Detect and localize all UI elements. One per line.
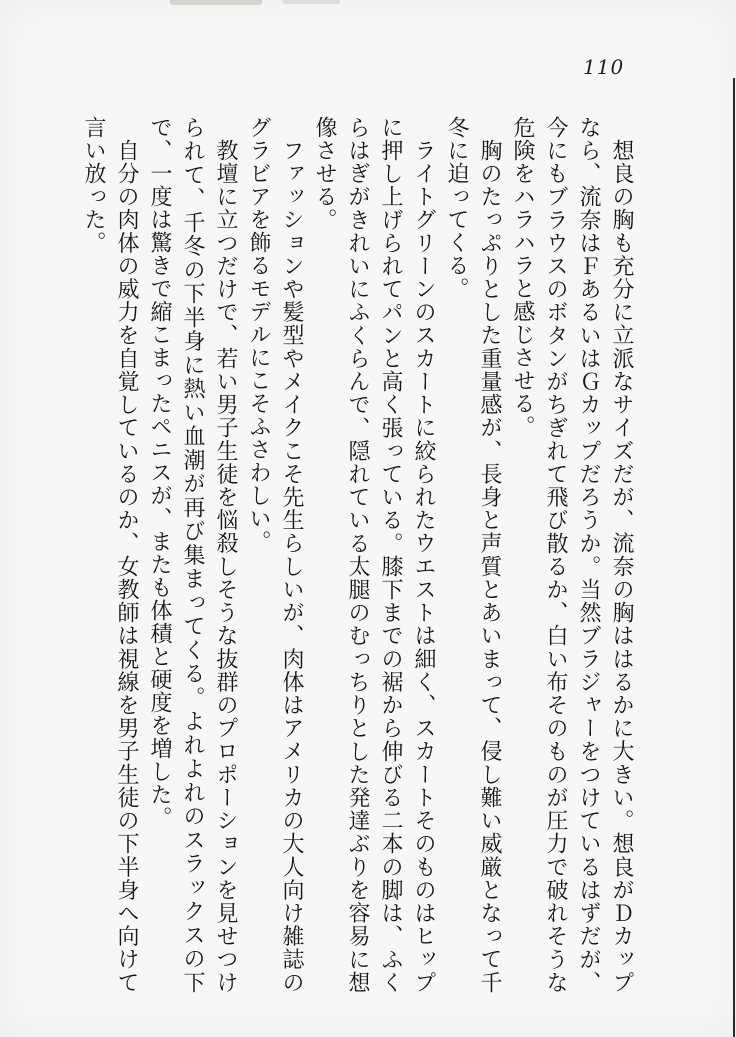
paragraph-6: 自分の肉体の威力を自覚しているのか、女教師は視線を男子生徒の下半身へ向けて言い放った。 [81, 116, 139, 994]
paragraph-1: 想良の胸も充分に立派なサイズだが、流奈の胸ははるかに大きい。想良がＤカップなら、流奈はＦあるいはＧカップだろうか。当然ブラジャーをつけているはずだが、今にもブラウスのボタンがちぎれて飛び散るか、白い布そのものが圧力で破れそうな危険をハラハラと感じさせる。 [510, 116, 634, 994]
scan-smudge-artifact [170, 0, 262, 5]
paragraph-4: ファッションや髪型やメイクこそ先生らしいが、肉体はアメリカの大人向け雑誌のグラビアを飾るモデルにこそふさわしい。 [246, 116, 304, 994]
paragraph-2: 胸のたっぷりとした重量感が、長身と声質とあいまって、侵し難い威厳となって千冬に迫ってくる。 [444, 116, 502, 994]
paragraph-5: 教壇に立つだけで、若い男子生徒を悩殺しそうな抜群のプロポーションを見せつけられて、千冬の下半身に熱い血潮が再び集まってくる。よれよれのスラックスの下で、一度は驚きで縮こまったペニスが、またも体積と硬度を増した。 [147, 116, 238, 994]
scan-smudge-artifact [282, 0, 340, 4]
scan-edge-line-artifact [733, 78, 735, 1037]
paragraph-3: ライトグリーンのスカートに絞られたウエストは細く、スカートそのものはヒップに押し上げられてパンと高く張っている。膝下までの裾から伸びる二本の脚は、ふくらはぎがきれいにふくらんで、隠れている太腿のむっちりとした発達ぶりを容易に想像させる。 [312, 116, 436, 994]
page-number: 110 [583, 55, 625, 79]
body-text [76, 116, 638, 994]
